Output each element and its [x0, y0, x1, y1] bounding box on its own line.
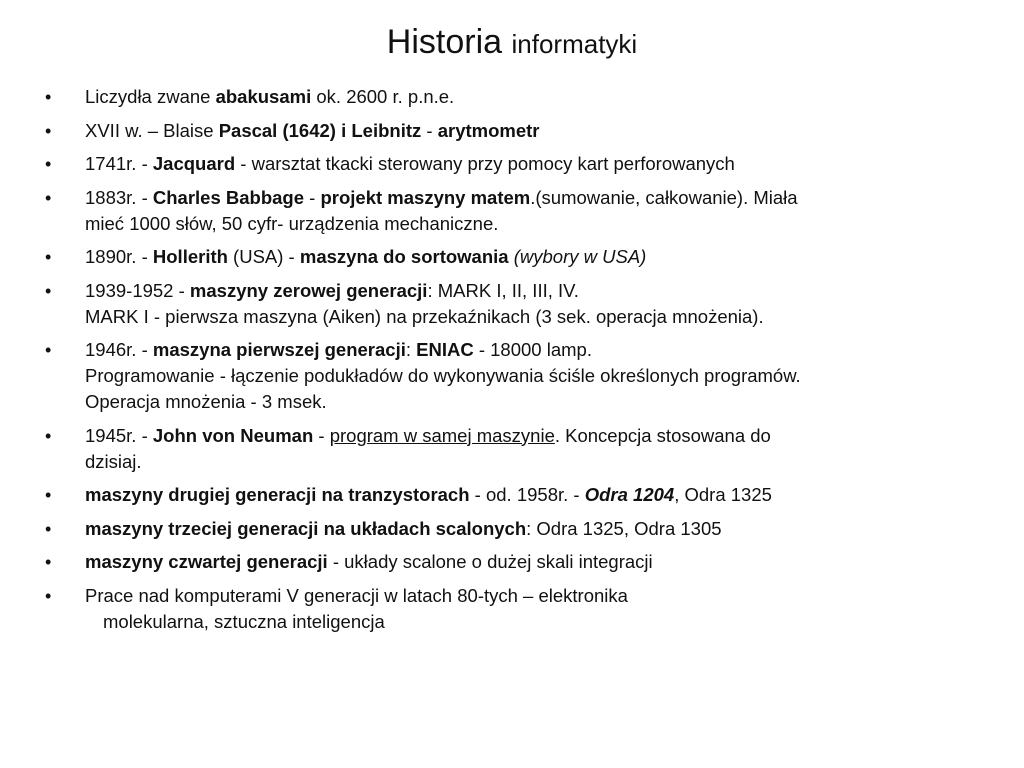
text-segment: John von Neuman [152, 424, 314, 446]
bullet-item [44, 549, 1004, 575]
text-segment: abakusami [215, 86, 312, 107]
text-segment: program w samej maszynie [329, 424, 555, 446]
text-segment: 1945r. - [85, 424, 153, 446]
bullet-line [85, 609, 1004, 635]
bullet-item [44, 278, 1004, 330]
text-segment: - [421, 119, 438, 141]
bullet-line [85, 151, 1004, 177]
bullet-line [85, 583, 1004, 609]
bullet-item [44, 151, 1004, 177]
text-segment: 1883r. - [85, 186, 153, 208]
text-segment: maszyny czwartej generacji [85, 551, 328, 572]
text-segment: ok. 2600 r. p.n.e. [311, 86, 455, 107]
bullet-line [85, 482, 1004, 508]
title-main: Historia [386, 23, 503, 61]
bullet-item [44, 423, 1004, 475]
text-segment: MARK I - pierwsza maszyna (Aiken) na przekaźnikach (3 sek. operacja mnożenia). [85, 305, 764, 327]
bullet-line [85, 244, 1004, 270]
text-segment: Hollerith [152, 246, 228, 267]
text-segment: Pascal (1642) i Leibnitz [218, 119, 422, 141]
text-segment: ENIAC [416, 339, 474, 360]
text-segment: - warsztat tkacki sterowany przy pomocy kart perforowanych [235, 153, 735, 174]
bullet-item [44, 185, 1004, 237]
bullet-line [85, 185, 1004, 211]
text-segment: 1946r. - [85, 339, 153, 360]
bullet-line [85, 516, 1004, 542]
bullet-item [44, 118, 1004, 144]
text-segment: - od. 1958r. - [469, 484, 585, 505]
text-segment: - układy scalone o dużej skali integracji [327, 551, 653, 572]
text-segment: (USA) - [227, 246, 300, 267]
text-segment: - [304, 186, 321, 208]
text-segment: 1939-1952 - [85, 279, 190, 301]
text-segment: maszyny zerowej generacji [189, 279, 428, 301]
text-segment: Operacja mnożenia - 3 msek. [85, 391, 327, 412]
text-segment: mieć 1000 słów, 50 cyfr- urządzenia mechaniczne. [85, 212, 499, 234]
text-segment: Jacquard [152, 153, 236, 174]
text-segment: , Odra 1325 [674, 484, 772, 505]
text-segment: : MARK I, II, III, IV. [427, 279, 579, 301]
bullet-item [44, 583, 1004, 635]
bullet-item [44, 516, 1004, 542]
bullet-line [85, 363, 1004, 389]
bullet-line [85, 549, 1004, 575]
text-segment: - 18000 lamp. [473, 339, 592, 360]
bullet-line [85, 118, 1004, 144]
bullet-line [85, 337, 1004, 363]
text-segment: XVII w. – Blaise [85, 119, 219, 141]
text-segment: Odra 1204 [584, 484, 675, 505]
text-segment: - [313, 424, 330, 446]
bullet-item [44, 244, 1004, 270]
text-segment: projekt maszyny matem [320, 186, 531, 208]
text-segment: maszyna do sortowania [299, 246, 509, 267]
text-segment: maszyna pierwszej generacji [152, 339, 406, 360]
bullet-line [85, 423, 1004, 449]
text-segment: : [405, 339, 417, 360]
bullet-line [85, 278, 1004, 304]
bullet-line [85, 449, 1004, 475]
bullet-list [44, 84, 1004, 642]
text-segment: molekularna, sztuczna inteligencja [103, 610, 385, 632]
bullet-item [44, 84, 1004, 110]
text-segment: . Koncepcja stosowana do [554, 424, 771, 446]
bullet-item [44, 482, 1004, 508]
text-segment: .(sumowanie, całkowanie). Miała [530, 186, 798, 208]
bullet-line [85, 389, 1004, 415]
text-segment: (wybory w USA) [513, 246, 647, 267]
text-segment: maszyny trzeciej generacji na układach scalonych [85, 517, 527, 539]
slide-title [0, 20, 1024, 66]
text-segment: dzisiaj. [85, 450, 142, 472]
bullet-item [44, 337, 1004, 415]
text-segment: : Odra 1325, Odra 1305 [526, 517, 722, 539]
text-segment: Liczydła zwane [85, 86, 216, 107]
bullet-line [85, 84, 1004, 110]
text-segment: Programowanie - łączenie podukładów do wykonywania ściśle określonych programów. [85, 365, 801, 386]
text-segment: 1741r. - [85, 153, 153, 174]
title-rest: informatyki [511, 29, 638, 59]
bullet-line [85, 304, 1004, 330]
text-segment: Prace nad komputerami V generacji w latach 80-tych – elektronika [85, 584, 628, 606]
bullet-line [85, 211, 1004, 237]
text-segment: 1890r. - [85, 246, 153, 267]
text-segment: Charles Babbage [152, 186, 305, 208]
text-segment: arytmometr [437, 119, 540, 141]
text-segment: maszyny drugiej generacji na tranzystorach [85, 484, 470, 505]
